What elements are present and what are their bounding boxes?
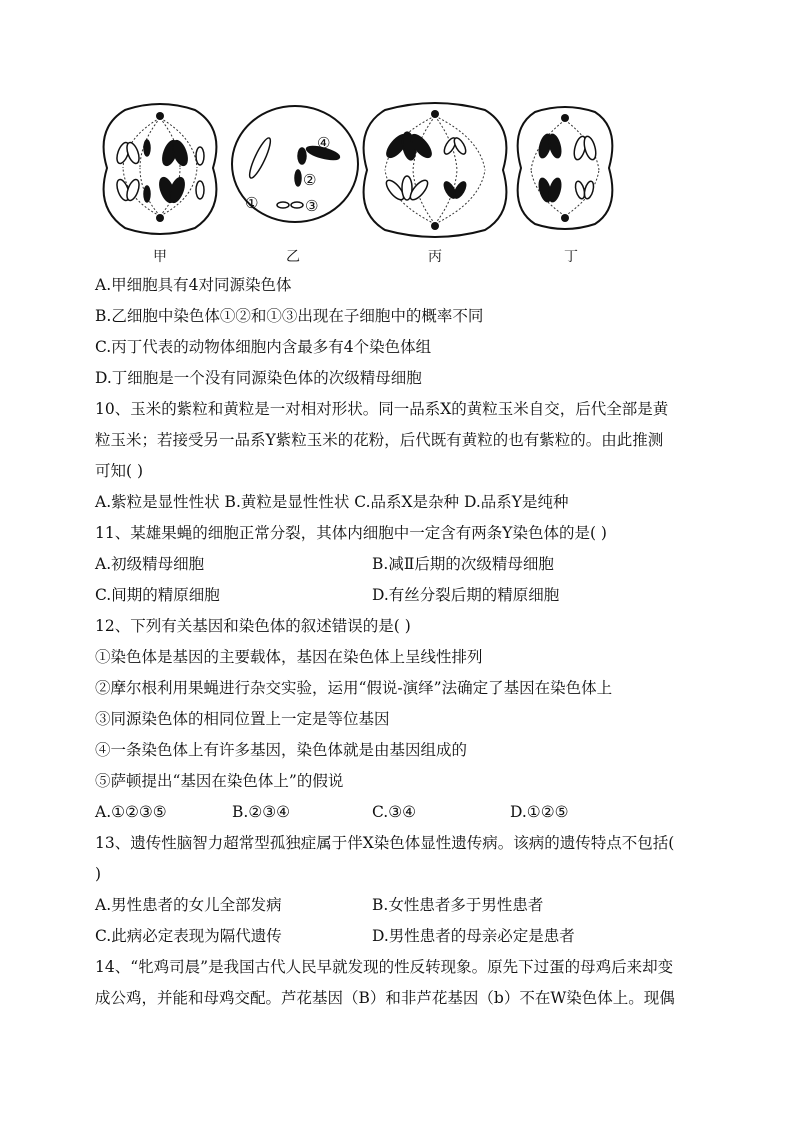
q11-option-c: C.间期的精原细胞 [95,586,220,604]
q14-stem-2: 成公鸡，并能和母鸡交配。芦花基因（B）和非芦花基因（b）不在W染色体上。现偶 [95,989,675,1007]
q14-stem-1: 14、“牝鸡司晨”是我国古代人民早就发现的性反转现象。原先下过蛋的母鸡后来却变 [95,958,674,976]
label-2: ② [303,171,317,189]
q12-options [95,801,695,823]
q10-stem-3: 可知( ) [95,462,144,480]
q11-options-row-1 [95,553,695,575]
label-bing: 丙 [428,249,442,265]
label-jia: 甲 [153,249,167,265]
q13-option-d: D.男性患者的母亲必定是患者 [372,927,575,945]
q13-stem-2: ) [95,865,102,883]
q11-stem: 11、某雄果蝇的细胞正常分裂，其体内细胞中一定含有两条Y染色体的是( ) [95,524,607,542]
q9-option-a: A.甲细胞具有4对同源染色体 [95,276,292,294]
q13-option-c: C.此病必定表现为隔代遗传 [95,927,282,945]
q12-option-a: A.①②③⑤ [95,803,167,821]
q11-option-d: D.有丝分裂后期的精原细胞 [372,586,560,604]
q13-option-b: B.女性患者多于男性患者 [372,896,544,914]
q12-option-d: D.①②⑤ [510,803,569,821]
q9-option-c: C.丙丁代表的动物体细胞内含最多有4个染色体组 [95,338,432,356]
q12-option-b: B.②③④ [232,803,291,821]
q12-option-c: C.③④ [372,803,417,821]
label-ding: 丁 [564,249,578,265]
q12-statement-2: ②摩尔根利用果蝇进行杂交实验，运用“假说-演绎”法确定了基因在染色体上 [95,679,613,697]
q13-options-row-2 [95,925,695,947]
q12-statement-5: ⑤萨顿提出“基因在染色体上”的假说 [95,772,344,790]
q9-option-b: B.乙细胞中染色体①②和①③出现在子细胞中的概率不同 [95,307,484,325]
cell-ding-outline [518,107,613,229]
q13-stem-1: 13、遗传性脑智力超常型孤独症属于伴X染色体显性遗传病。该病的遗传特点不包括( [95,834,675,852]
cell-diagrams [95,98,635,268]
q11-option-a: A.初级精母细胞 [95,555,205,573]
label-3: ③ [305,197,319,215]
q12-statement-1: ①染色体是基因的主要载体，基因在染色体上呈线性排列 [95,648,483,666]
q12-statement-4: ④一条染色体上有许多基因，染色体就是由基因组成的 [95,741,468,759]
label-4: ④ [317,134,331,152]
q11-options-row-2 [95,584,695,606]
q10-options: A.紫粒是显性性状 B.黄粒是显性性状 C.品系X是杂种 D.品系Y是纯种 [95,493,569,511]
label-yi: 乙 [286,249,300,265]
q10-stem-1: 10、玉米的紫粒和黄粒是一对相对形状。同一品系X的黄粒玉米自交，后代全部是黄 [95,400,669,418]
cell-division-figure [95,98,635,268]
label-1: ① [245,194,259,212]
q12-statement-3: ③同源染色体的相同位置上一定是等位基因 [95,710,390,728]
q9-option-d: D.丁细胞是一个没有同源染色体的次级精母细胞 [95,369,422,387]
q12-stem: 12、下列有关基因和染色体的叙述错误的是( ) [95,617,411,635]
q10-stem-2: 粒玉米；若接受另一品系Y紫粒玉米的花粉，后代既有黄粒的也有紫粒的。由此推测 [95,431,664,449]
q13-option-a: A.男性患者的女儿全部发病 [95,896,282,914]
q13-options-row-1 [95,894,695,916]
q11-option-b: B.减Ⅱ后期的次级精母细胞 [372,555,554,573]
